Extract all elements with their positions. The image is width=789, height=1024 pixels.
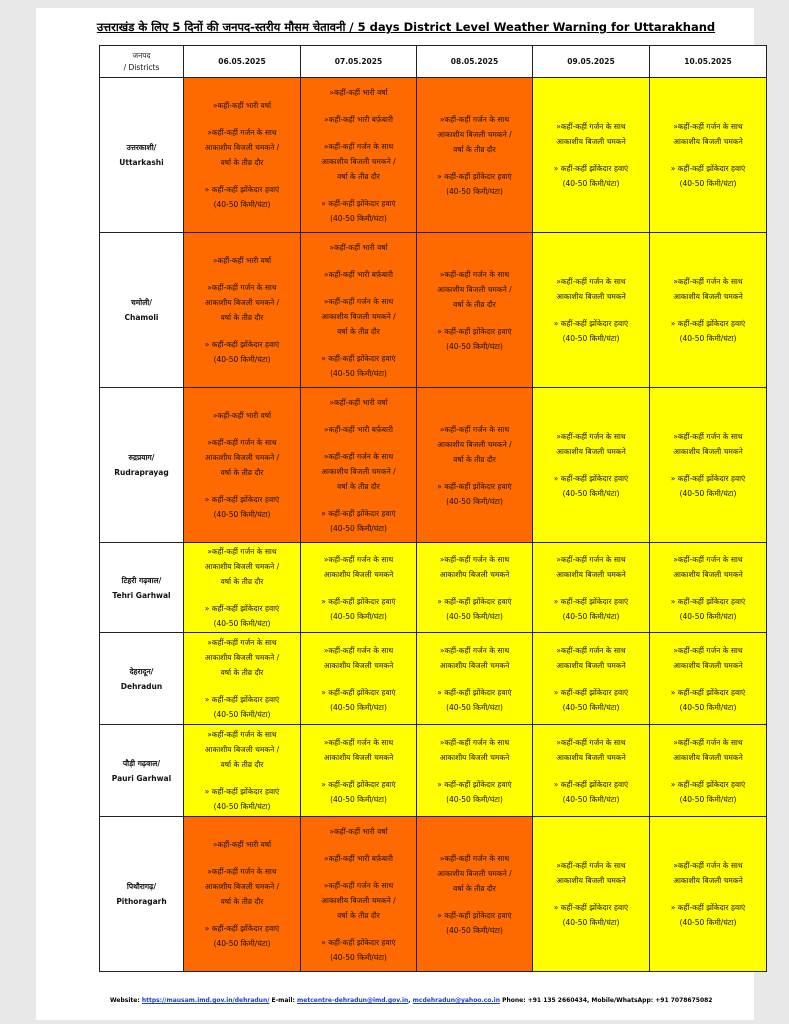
district-name-en: Pithoragarh: [116, 897, 167, 906]
district-cell: [100, 817, 184, 972]
warning-text: »कहीं-कहीं गर्जन के साथ: [673, 122, 743, 131]
warning-text: » कहीं-कहीं झोंकेदार हवाएं: [437, 481, 512, 491]
warning-cell: [184, 633, 301, 725]
warning-text: » कहीं-कहीं झोंकेदार हवाएं: [204, 340, 280, 349]
warning-text: वर्षा के तीव्र दौर: [453, 144, 496, 154]
district-cell: [100, 633, 184, 725]
warning-text: (40-50 किमी/घंटा): [679, 611, 737, 621]
district-name-en: Uttarkashi: [119, 158, 164, 167]
document-page: [36, 8, 754, 1020]
warning-text: »कहीं-कहीं गर्जन के साथ: [556, 432, 626, 441]
warning-cell: [301, 817, 417, 972]
warning-text: (40-50 किमी/घंटा): [679, 794, 737, 804]
warning-text: » कहीं-कहीं झोंकेदार हवाएं: [553, 164, 629, 173]
warning-text: » कहीं-कहीं झोंकेदार हवाएं: [437, 596, 512, 606]
warning-text: (40-50 किमी/घंटा): [330, 702, 387, 712]
district-name-en: Tehri Garhwal: [112, 590, 171, 600]
warning-text: »कहीं-कहीं गर्जन के साथ: [439, 114, 510, 124]
warning-text: »कहीं-कहीं गर्जन के साथ: [323, 141, 394, 151]
warning-text: आकाशीय बिजली चमकने /: [321, 156, 396, 166]
warning-text: आकाशीय बिजली चमकने /: [204, 298, 280, 307]
email-link-yahoo[interactable]: mcdehradun@yahoo.co.in: [412, 997, 501, 1004]
warning-text: (40-50 किमी/घंटा): [213, 619, 271, 628]
warning-text: (40-50 किमी/घंटा): [213, 710, 271, 719]
warning-text: »कहीं-कहीं भारी वर्षा: [212, 840, 272, 849]
warning-text: आकाशीय बिजली चमकने: [556, 752, 626, 762]
date-header: 10.05.2025: [650, 46, 767, 78]
warning-cell: [533, 233, 650, 388]
warning-text: »कहीं-कहीं गर्जन के साथ: [439, 645, 510, 655]
warning-text: (40-50 किमी/घंटा): [330, 523, 387, 533]
warning-text: (40-50 किमी/घंटा): [562, 918, 620, 927]
warning-cell: [650, 633, 767, 725]
warning-text: आकाशीय बिजली चमकने: [673, 137, 743, 146]
district-cell: [100, 78, 184, 233]
warning-cell: [417, 233, 533, 388]
warning-text: »कहीं-कहीं भारी बर्फ़बारी: [324, 424, 393, 434]
warning-text: आकाशीय बिजली चमकने: [556, 876, 626, 885]
table-row: [100, 233, 767, 388]
warning-cell: [184, 725, 301, 817]
warning-text: » कहीं-कहीं झोंकेदार हवाएं: [321, 198, 396, 208]
warning-text: (40-50 किमी/घंटा): [446, 186, 503, 196]
warning-text: »कहीं-कहीं गर्जन के साथ: [323, 296, 394, 306]
warning-text: आकाशीय बिजली चमकने /: [204, 453, 280, 462]
warning-text: » कहीं-कहीं झोंकेदार हवाएं: [553, 687, 629, 697]
warning-text: आकाशीय बिजली चमकने /: [437, 129, 512, 139]
warning-cell: [301, 78, 417, 233]
warning-cell: [184, 543, 301, 633]
warning-text: आकाशीय बिजली चमकने /: [321, 311, 396, 321]
warning-text: » कहीं-कहीं झोंकेदार हवाएं: [553, 596, 629, 606]
districts-header-hi: जनपद: [132, 50, 151, 60]
warning-text: (40-50 किमी/घंटा): [330, 952, 387, 962]
footer-contact: Website: https://mausam.imd.gov.in/dehradun/ E-mail: metcentre-dehradun@imd.gov.in, mcdehradun@yahoo.co.in Phone: +91 135 2660434, Mobile/WhatsApp: +91 7078675082: [110, 997, 713, 1004]
warning-text: वर्षा के तीव्र दौर: [337, 326, 380, 336]
warning-text: » कहीं-कहीं झोंकेदार हवाएं: [553, 779, 629, 789]
website-label: Website:: [110, 997, 140, 1004]
warning-text: आकाशीय बिजली चमकने: [439, 569, 510, 579]
warning-cell: [650, 543, 767, 633]
district-cell: [100, 543, 184, 633]
warning-text: »कहीं-कहीं गर्जन के साथ: [556, 277, 626, 286]
warning-text: आकाशीय बिजली चमकने: [673, 447, 743, 456]
warning-text: »कहीं-कहीं गर्जन के साथ: [556, 554, 626, 564]
warning-text: (40-50 किमी/घंटा): [446, 794, 503, 804]
warning-text: »कहीं-कहीं गर्जन के साथ: [207, 730, 277, 739]
warning-text: » कहीं-कहीं झोंकेदार हवाएं: [204, 695, 280, 704]
warning-text: आकाशीय बिजली चमकने /: [321, 466, 396, 476]
warning-text: »कहीं-कहीं भारी बर्फ़बारी: [324, 853, 393, 863]
warning-text: (40-50 किमी/घंटा): [679, 179, 737, 188]
warning-text: (40-50 किमी/घंटा): [562, 611, 620, 621]
warning-text: »कहीं-कहीं भारी बर्फ़बारी: [324, 114, 393, 124]
table-row: [100, 543, 767, 633]
warning-text: » कहीं-कहीं झोंकेदार हवाएं: [204, 495, 280, 504]
warning-text: (40-50 किमी/घंटा): [330, 213, 387, 223]
warning-text: »कहीं-कहीं गर्जन के साथ: [323, 554, 394, 564]
warning-text: (40-50 किमी/घंटा): [679, 918, 737, 927]
warning-text: आकाशीय बिजली चमकने: [673, 876, 743, 885]
warning-text: वर्षा के तीव्र दौर: [220, 897, 264, 906]
warning-text: वर्षा के तीव्र दौर: [453, 883, 496, 893]
warning-text: वर्षा के तीव्र दौर: [453, 299, 496, 309]
warning-text: »कहीं-कहीं भारी वर्षा: [329, 87, 388, 97]
warning-cell: [533, 78, 650, 233]
date-header: 07.05.2025: [301, 46, 417, 78]
warning-text: »कहीं-कहीं गर्जन के साथ: [323, 737, 394, 747]
warning-text: »कहीं-कहीं भारी वर्षा: [329, 826, 388, 836]
district-name-hi: पौड़ी गढ़वाल/: [122, 758, 161, 768]
warning-text: » कहीं-कहीं झोंकेदार हवाएं: [670, 779, 746, 789]
district-name-hi: उत्तरकाशी/: [126, 143, 157, 152]
warning-text: » कहीं-कहीं झोंकेदार हवाएं: [321, 596, 396, 606]
email-link-metcentre[interactable]: metcentre-dehradun@imd.gov.in: [297, 997, 409, 1004]
warning-text: »कहीं-कहीं भारी वर्षा: [329, 242, 388, 252]
warning-text: »कहीं-कहीं भारी वर्षा: [212, 101, 272, 110]
warning-text: » कहीं-कहीं झोंकेदार हवाएं: [553, 903, 629, 912]
warning-text: » कहीं-कहीं झोंकेदार हवाएं: [204, 787, 280, 796]
warning-text: आकाशीय बिजली चमकने: [673, 569, 743, 579]
warning-text: आकाशीय बिजली चमकने: [673, 752, 743, 762]
warning-text: आकाशीय बिजली चमकने: [323, 569, 394, 579]
warning-text: (40-50 किमी/घंटा): [679, 702, 737, 712]
district-name-en: Dehradun: [120, 681, 163, 691]
district-name-hi: देहरादून/: [129, 666, 154, 676]
warning-text: आकाशीय बिजली चमकने /: [204, 653, 280, 662]
warning-cell: [650, 817, 767, 972]
warning-text: » कहीं-कहीं झोंकेदार हवाएं: [670, 596, 746, 606]
warning-text: आकाशीय बिजली चमकने: [556, 292, 626, 301]
warning-cell: [417, 543, 533, 633]
warning-text: आकाशीय बिजली चमकने: [556, 569, 626, 579]
warning-text: वर्षा के तीव्र दौर: [337, 171, 380, 181]
warning-text: »कहीं-कहीं गर्जन के साथ: [207, 547, 277, 556]
warning-text: आकाशीय बिजली चमकने /: [437, 868, 512, 878]
warning-text: आकाशीय बिजली चमकने: [323, 660, 394, 670]
warning-text: » कहीं-कहीं झोंकेदार हवाएं: [321, 353, 396, 363]
warning-text: » कहीं-कहीं झोंकेदार हवाएं: [204, 924, 280, 933]
warning-text: » कहीं-कहीं झोंकेदार हवाएं: [437, 687, 512, 697]
warning-text: » कहीं-कहीं झोंकेदार हवाएं: [437, 171, 512, 181]
warning-cell: [301, 543, 417, 633]
table-row: [100, 817, 767, 972]
warning-cell: [301, 233, 417, 388]
warning-text: »कहीं-कहीं गर्जन के साथ: [673, 277, 743, 286]
table-row: [100, 78, 767, 233]
warning-cell: [417, 817, 533, 972]
warning-cell: [301, 633, 417, 725]
warning-text: »कहीं-कहीं भारी वर्षा: [212, 256, 272, 265]
warning-text: वर्षा के तीव्र दौर: [337, 910, 380, 920]
warning-table: [99, 45, 767, 972]
warning-text: (40-50 किमी/घंटा): [562, 702, 620, 712]
warning-text: » कहीं-कहीं झोंकेदार हवाएं: [553, 319, 629, 328]
warning-text: (40-50 किमी/घंटा): [330, 368, 387, 378]
warning-text: आकाशीय बिजली चमकने: [439, 752, 510, 762]
warning-text: »कहीं-कहीं गर्जन के साथ: [556, 861, 626, 870]
warning-text: » कहीं-कहीं झोंकेदार हवाएं: [670, 474, 746, 483]
warning-text: »कहीं-कहीं भारी वर्षा: [212, 411, 272, 420]
warning-text: »कहीं-कहीं गर्जन के साथ: [323, 880, 394, 890]
date-header: 09.05.2025: [533, 46, 650, 78]
warning-text: आकाशीय बिजली चमकने /: [321, 895, 396, 905]
warning-text: (40-50 किमी/घंटा): [562, 179, 620, 188]
warning-text: »कहीं-कहीं गर्जन के साथ: [556, 645, 626, 655]
website-link[interactable]: https://mausam.imd.gov.in/dehradun/: [141, 997, 270, 1004]
warning-text: »कहीं-कहीं गर्जन के साथ: [439, 269, 510, 279]
warning-text: »कहीं-कहीं गर्जन के साथ: [556, 122, 626, 131]
warning-text: »कहीं-कहीं भारी वर्षा: [329, 397, 388, 407]
warning-text: » कहीं-कहीं झोंकेदार हवाएं: [321, 779, 396, 789]
warning-cell: [301, 388, 417, 543]
warning-cell: [184, 388, 301, 543]
district-cell: [100, 388, 184, 543]
warning-text: »कहीं-कहीं भारी बर्फ़बारी: [324, 269, 393, 279]
districts-header-en: / Districts: [123, 62, 160, 72]
warning-text: (40-50 किमी/घंटा): [562, 794, 620, 804]
warning-cell: [417, 388, 533, 543]
warning-text: (40-50 किमी/घंटा): [446, 925, 503, 935]
district-name-hi: टिहरी गढ़वाल/: [121, 575, 162, 585]
warning-text: »कहीं-कहीं गर्जन के साथ: [439, 424, 510, 434]
warning-text: »कहीं-कहीं गर्जन के साथ: [439, 853, 510, 863]
warning-cell: [533, 633, 650, 725]
warning-text: » कहीं-कहीं झोंकेदार हवाएं: [437, 779, 512, 789]
table-row: [100, 388, 767, 543]
warning-text: (40-50 किमी/घंटा): [446, 702, 503, 712]
warning-text: आकाशीय बिजली चमकने /: [437, 439, 512, 449]
warning-text: (40-50 किमी/घंटा): [446, 341, 503, 351]
warning-cell: [417, 725, 533, 817]
table-row: [100, 725, 767, 817]
header-row: [100, 46, 767, 78]
warning-text: आकाशीय बिजली चमकने /: [204, 143, 280, 152]
warning-cell: [301, 725, 417, 817]
warning-text: आकाशीय बिजली चमकने: [439, 660, 510, 670]
warning-text: » कहीं-कहीं झोंकेदार हवाएं: [670, 319, 746, 328]
warning-text: आकाशीय बिजली चमकने: [556, 447, 626, 456]
warning-text: »कहीं-कहीं गर्जन के साथ: [673, 737, 743, 747]
page-title: उत्तराखंड के लिए 5 दिनों की जनपद-स्तरीय मौसम चेतावनी / 5 days District Level Weather Warning for Uttarakhand: [96, 20, 716, 34]
warning-text: »कहीं-कहीं गर्जन के साथ: [673, 861, 743, 870]
warning-text: आकाशीय बिजली चमकने /: [204, 882, 280, 891]
warning-text: (40-50 किमी/घंटा): [213, 802, 271, 811]
district-name-hi: चमोली/: [131, 298, 152, 307]
warning-text: (40-50 किमी/घंटा): [330, 794, 387, 804]
warning-text: »कहीं-कहीं गर्जन के साथ: [323, 645, 394, 655]
warning-text: (40-50 किमी/घंटा): [213, 939, 271, 948]
warning-text: (40-50 किमी/घंटा): [679, 334, 737, 343]
warning-text: आकाशीय बिजली चमकने: [673, 292, 743, 301]
warning-text: » कहीं-कहीं झोंकेदार हवाएं: [437, 326, 512, 336]
warning-text: वर्षा के तीव्र दौर: [220, 668, 264, 677]
warning-text: »कहीं-कहीं गर्जन के साथ: [207, 867, 277, 876]
warning-cell: [533, 725, 650, 817]
warning-text: आकाशीय बिजली चमकने: [323, 752, 394, 762]
warning-text: (40-50 किमी/घंटा): [679, 489, 737, 498]
district-name-en: Chamoli: [124, 313, 159, 322]
warning-text: »कहीं-कहीं गर्जन के साथ: [323, 451, 394, 461]
warning-text: » कहीं-कहीं झोंकेदार हवाएं: [321, 937, 396, 947]
warning-text: » कहीं-कहीं झोंकेदार हवाएं: [204, 604, 280, 613]
district-cell: [100, 725, 184, 817]
date-header: 08.05.2025: [417, 46, 533, 78]
warning-text: » कहीं-कहीं झोंकेदार हवाएं: [321, 687, 396, 697]
warning-text: »कहीं-कहीं गर्जन के साथ: [439, 554, 510, 564]
warning-cell: [533, 388, 650, 543]
district-name-en: Pauri Garhwal: [111, 773, 172, 783]
warning-text: » कहीं-कहीं झोंकेदार हवाएं: [437, 910, 512, 920]
warning-text: वर्षा के तीव्र दौर: [220, 760, 264, 769]
date-header: 06.05.2025: [184, 46, 301, 78]
warning-text: » कहीं-कहीं झोंकेदार हवाएं: [553, 474, 629, 483]
warning-cell: [533, 543, 650, 633]
table-row: [100, 633, 767, 725]
warning-cell: [533, 817, 650, 972]
district-name-hi: पिथौरागढ़/: [126, 882, 157, 891]
warning-text: आकाशीय बिजली चमकने: [556, 660, 626, 670]
warning-text: आकाशीय बिजली चमकने: [673, 660, 743, 670]
warning-text: (40-50 किमी/घंटा): [562, 489, 620, 498]
warning-text: (40-50 किमी/घंटा): [446, 611, 503, 621]
warning-text: आकाशीय बिजली चमकने /: [204, 745, 280, 754]
district-name-en: Rudraprayag: [114, 468, 169, 477]
warning-text: »कहीं-कहीं गर्जन के साथ: [556, 737, 626, 747]
warning-cell: [417, 78, 533, 233]
warning-cell: [184, 233, 301, 388]
warning-text: »कहीं-कहीं गर्जन के साथ: [673, 554, 743, 564]
warning-text: वर्षा के तीव्र दौर: [220, 577, 264, 586]
warning-text: वर्षा के तीव्र दौर: [453, 454, 496, 464]
warning-text: »कहीं-कहीं गर्जन के साथ: [207, 638, 277, 647]
warning-text: »कहीं-कहीं गर्जन के साथ: [207, 438, 277, 447]
warning-cell: [650, 78, 767, 233]
warning-text: वर्षा के तीव्र दौर: [337, 481, 380, 491]
warning-text: (40-50 किमी/घंटा): [446, 496, 503, 506]
warning-text: (40-50 किमी/घंटा): [330, 611, 387, 621]
warning-text: वर्षा के तीव्र दौर: [220, 468, 264, 477]
warning-text: वर्षा के तीव्र दौर: [220, 313, 264, 322]
district-cell: [100, 233, 184, 388]
phone-text: Phone: +91 135 2660434, Mobile/WhatsApp: +91 7078675082: [502, 997, 713, 1004]
warning-text: (40-50 किमी/घंटा): [213, 355, 271, 364]
warning-cell: [650, 233, 767, 388]
warning-text: »कहीं-कहीं गर्जन के साथ: [673, 645, 743, 655]
warning-text: आकाशीय बिजली चमकने: [556, 137, 626, 146]
warning-text: » कहीं-कहीं झोंकेदार हवाएं: [321, 508, 396, 518]
warning-text: » कहीं-कहीं झोंकेदार हवाएं: [670, 687, 746, 697]
warning-cell: [650, 388, 767, 543]
warning-cell: [184, 78, 301, 233]
warning-text: आकाशीय बिजली चमकने /: [437, 284, 512, 294]
warning-text: » कहीं-कहीं झोंकेदार हवाएं: [670, 903, 746, 912]
warning-text: » कहीं-कहीं झोंकेदार हवाएं: [670, 164, 746, 173]
warning-cell: [650, 725, 767, 817]
warning-cell: [417, 633, 533, 725]
warning-text: (40-50 किमी/घंटा): [213, 510, 271, 519]
warning-cell: [184, 817, 301, 972]
warning-text: »कहीं-कहीं गर्जन के साथ: [439, 737, 510, 747]
warning-text: » कहीं-कहीं झोंकेदार हवाएं: [204, 185, 280, 194]
districts-header: [100, 46, 184, 78]
warning-text: (40-50 किमी/घंटा): [562, 334, 620, 343]
warning-text: (40-50 किमी/घंटा): [213, 200, 271, 209]
warning-text: »कहीं-कहीं गर्जन के साथ: [673, 432, 743, 441]
warning-text: »कहीं-कहीं गर्जन के साथ: [207, 283, 277, 292]
warning-text: आकाशीय बिजली चमकने /: [204, 562, 280, 571]
warning-text: »कहीं-कहीं गर्जन के साथ: [207, 128, 277, 137]
warning-text: वर्षा के तीव्र दौर: [220, 158, 264, 167]
email-label: E-mail:: [271, 997, 295, 1004]
district-name-hi: रुद्रप्रयाग/: [128, 453, 155, 462]
